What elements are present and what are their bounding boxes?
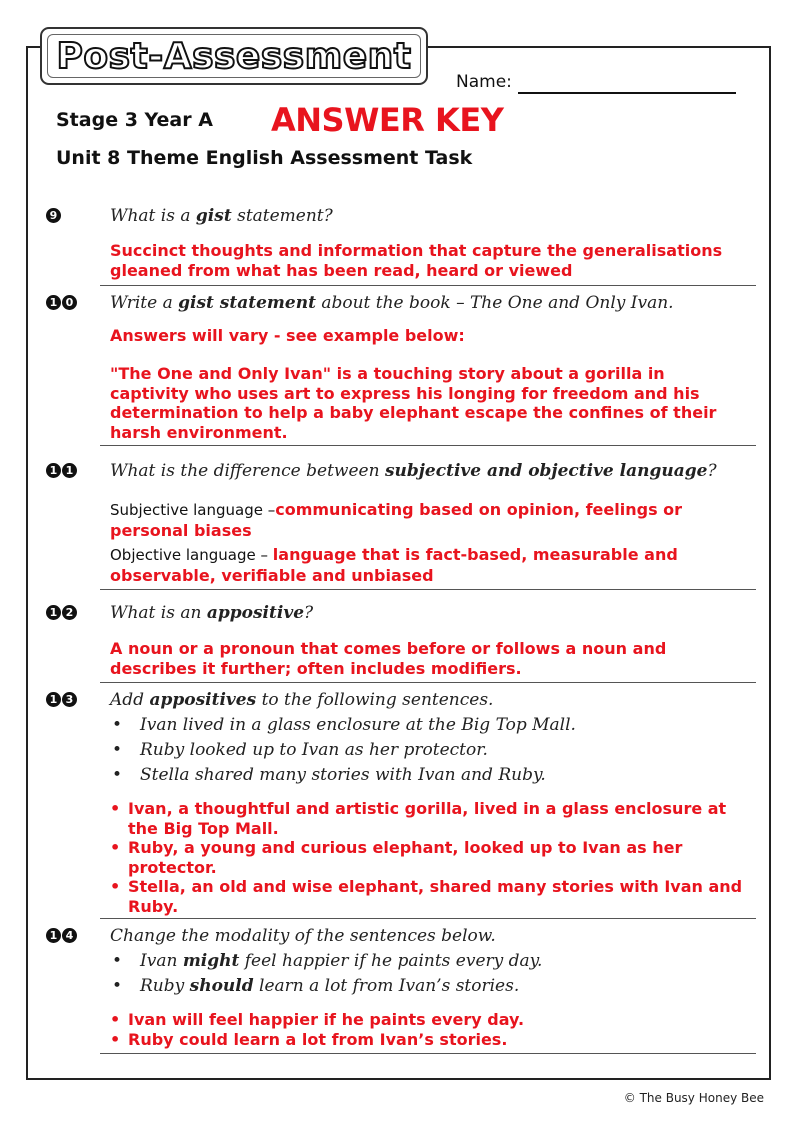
divider	[100, 589, 756, 590]
list-item: • Stella, an old and wise elephant, shared many stories with Ivan and Ruby.	[110, 877, 750, 916]
text-part: What is an	[110, 603, 207, 623]
text-part: ?	[707, 461, 717, 481]
question-number	[46, 295, 77, 310]
subjective-label: Subjective language –	[110, 501, 276, 519]
list-item: • Ivan, a thoughtful and artistic gorilla, lived in a glass enclosure at the Big Top Mall.	[110, 799, 750, 838]
question-text	[110, 206, 333, 226]
number-digit: 1	[46, 463, 61, 478]
answer-list	[110, 799, 750, 916]
list-item: • Ivan will feel happier if he paints every day.	[110, 1010, 525, 1029]
keyword: subjective and objective language	[384, 461, 708, 481]
title-badge	[40, 27, 428, 85]
sentence-list	[112, 715, 576, 790]
answer-sentence: Stella, an old and wise elephant, shared many stories with Ivan and Ruby.	[128, 877, 743, 916]
sentence: Ruby looked up to Ivan as her protector.	[140, 740, 488, 760]
unit-heading: Unit 8 Theme English Assessment Task	[56, 147, 473, 169]
text-part: learn a lot from Ivan’s stories.	[253, 976, 520, 996]
page-title: Post-Assessment	[56, 35, 412, 77]
keyword: gist statement	[178, 293, 316, 313]
keyword: appositive	[206, 603, 305, 623]
text-part: Write a	[110, 293, 179, 313]
text-part: Add	[110, 690, 150, 710]
copyright-footer: © The Busy Honey Bee	[623, 1091, 764, 1105]
question-text	[110, 293, 674, 313]
keyword: gist	[195, 206, 232, 226]
keyword: appositives	[149, 690, 257, 710]
text-part: statement?	[231, 206, 333, 226]
question-text	[110, 461, 717, 481]
objective-definition: language that is fact-based, measurable and observable, verifiable and unbiased	[110, 545, 678, 585]
text-part: feel happier if he paints every day.	[239, 951, 543, 971]
divider	[100, 1053, 756, 1054]
text-part: Ruby	[140, 976, 190, 996]
answer-intro: Answers will vary - see example below:	[110, 326, 465, 345]
number-digit: 1	[62, 463, 77, 478]
question-number	[46, 208, 61, 223]
text-part: Ivan	[140, 951, 183, 971]
number-digit: 4	[62, 928, 77, 943]
divider	[100, 285, 756, 286]
list-item: • Ivan lived in a glass enclosure at the Big Top Mall.	[112, 715, 576, 735]
answer-sentence: Ruby could learn a lot from Ivan’s stories.	[128, 1029, 508, 1049]
number-digit: 3	[62, 692, 77, 707]
title-badge-inner	[47, 34, 421, 78]
text-part: What is a	[110, 206, 196, 226]
list-item: • Stella shared many stories with Ivan and Ruby.	[112, 765, 546, 785]
number-digit: 1	[46, 295, 61, 310]
sentence-list	[112, 951, 542, 1001]
answer-key-heading: ANSWER KEY	[271, 101, 504, 139]
sentence: Stella shared many stories with Ivan and Ruby.	[140, 765, 546, 785]
objective-label: Objective language –	[110, 546, 273, 564]
answer-text: A noun or a pronoun that comes before or follows a noun and describes it further; often includes modifiers.	[110, 639, 667, 678]
question-text	[110, 603, 313, 623]
modal-word: should	[189, 976, 254, 996]
list-item: • Ivan might feel happier if he paints every day.	[112, 951, 543, 971]
list-item: • Ruby, a young and curious elephant, looked up to Ivan as her protector.	[110, 838, 750, 877]
number-digit: 2	[62, 605, 77, 620]
answer-text: Succinct thoughts and information that capture the generalisations gleaned from what has been read, heard or viewed	[110, 241, 723, 280]
question-text: Change the modality of the sentences below.	[110, 926, 496, 946]
sentence: Ivan lived in a glass enclosure at the Big Top Mall.	[140, 715, 576, 735]
number-digit: 1	[46, 605, 61, 620]
answer-sentence: Ivan, a thoughtful and artistic gorilla, lived in a glass enclosure at the Big Top Mall.	[128, 799, 727, 838]
modal-word: might	[182, 951, 240, 971]
question-number	[46, 692, 77, 707]
number-digit: 1	[46, 928, 61, 943]
divider	[100, 918, 756, 919]
stage-label: Stage 3 Year A	[56, 109, 213, 131]
list-item: • Ruby looked up to Ivan as her protector.	[112, 740, 488, 760]
number-digit: 9	[46, 208, 61, 223]
name-field[interactable]	[518, 92, 736, 94]
text-part: What is the difference between	[110, 461, 385, 481]
subjective-answer	[110, 500, 730, 540]
question-number	[46, 928, 77, 943]
divider	[100, 445, 756, 446]
number-digit: 0	[62, 295, 77, 310]
number-digit: 1	[46, 692, 61, 707]
answer-sentence: Ruby, a young and curious elephant, looked up to Ivan as her protector.	[128, 838, 683, 877]
objective-answer	[110, 545, 730, 585]
text-part: to the following sentences.	[256, 690, 494, 710]
list-item: • Ruby could learn a lot from Ivan’s stories.	[110, 1029, 508, 1049]
answer-sentence: Ivan will feel happier if he paints every day.	[128, 1010, 525, 1029]
question-number	[46, 605, 77, 620]
text-part: ?	[304, 603, 314, 623]
divider	[100, 682, 756, 683]
question-number	[46, 463, 77, 478]
name-label: Name:	[456, 72, 512, 92]
answer-text: "The One and Only Ivan" is a touching story about a gorilla in captivity who uses art to express his longing for freedom and his determination to help a baby elephant escape the confines of their harsh environment.	[110, 364, 717, 442]
list-item: • Ruby should learn a lot from Ivan’s stories.	[112, 976, 520, 996]
answer-list	[110, 1010, 750, 1049]
text-part: about the book – The One and Only Ivan.	[315, 293, 674, 313]
subjective-definition: communicating based on opinion, feelings or personal biases	[110, 500, 683, 540]
question-text	[110, 690, 493, 710]
